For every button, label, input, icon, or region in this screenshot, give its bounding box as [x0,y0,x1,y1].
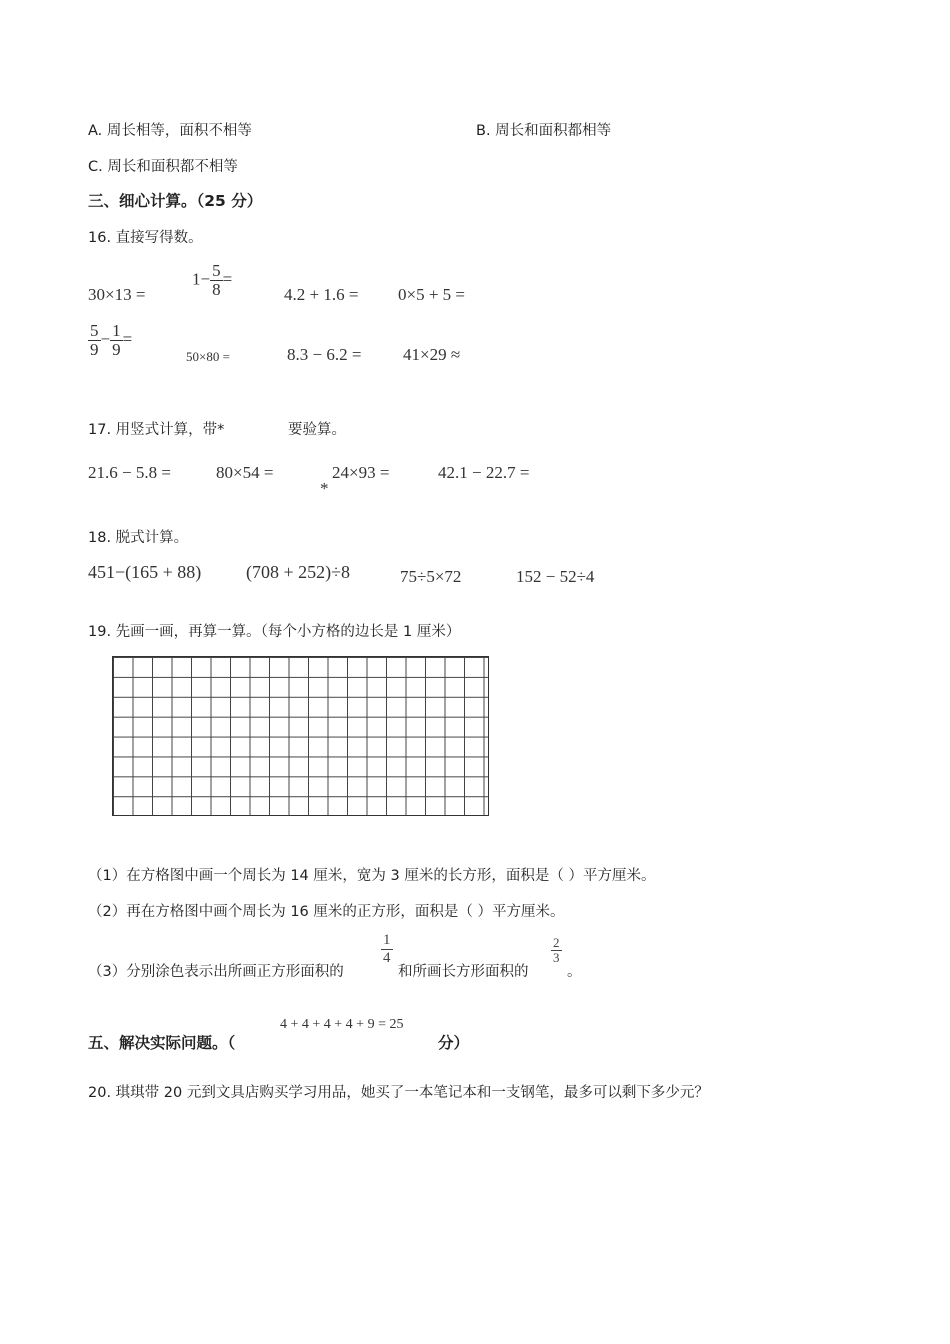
q18-expr-1: 451−(165 + 88) [88,562,202,582]
q17-expr-3: 24×93 = [332,463,390,482]
q16-expr-4: 0×5 + 5 = [398,285,466,304]
q19-fraction-two-thirds: 2 3 [553,935,560,966]
section-5-score-formula: 4 + 4 + 4 + 4 + 9 = 25 [280,1017,404,1032]
section-5-heading: 五、解决实际问题。（ [88,1034,236,1052]
q17-title: 17. 用竖式计算，带* [88,422,225,438]
option-a: A. 周长相等，面积不相等 [88,123,252,139]
q16-expr-2: 1− $\frac{5}{8}$ = [192,261,233,299]
q16-expr-5: $\frac{5}{9}$ − $\frac{1}{9}$ = [90,321,133,359]
q17-expr-2: 80×54 = [216,463,274,482]
q16-expr-1: 30×13 = [88,285,146,304]
section-5-heading-tail: 分） [438,1034,470,1052]
q16-expr-3: 4.2 + 1.6 = [284,285,359,304]
option-c: C. 周长和面积都不相等 [88,159,238,175]
q18-title: 18. 脱式计算。 [88,530,189,546]
q16-title: 16. 直接写得数。 [88,230,203,246]
q19-part-2: （2）再在方格图中画个周长为 16 厘米的正方形，面积是（ ）平方厘米。 [88,904,565,920]
q18-expr-3: 75÷5×72 [400,567,462,586]
option-b: B. 周长和面积都相等 [476,123,612,139]
q16-expr-8: 41×29 ≈ [403,345,461,364]
q19-title: 19. 先画一画，再算一算。（每个小方格的边长是 1 厘米） [88,624,461,640]
q17-title-tail: 要验算。 [288,422,346,438]
q17-expr-4: 42.1 − 22.7 = [438,463,530,482]
q19-part-3-b: 和所画长方形面积的 [398,964,529,980]
q18-expr-2: (708 + 252)÷8 [246,562,351,582]
q20-question: 20. 琪琪带 20 元到文具店购买学习用品，她买了一本笔记本和一支钢笔，最多可以剩下多少元？ [88,1085,709,1101]
q19-part-3-c: 。 [567,964,582,980]
q19-part-3-a: （3）分别涂色表示出所画正方形面积的 [88,964,344,980]
q18-expr-4: 152 − 52÷4 [516,567,595,586]
square-grid[interactable] [112,656,489,816]
q16-expr-6: 50×80 = [186,349,230,364]
q16-expr-7: 8.3 − 6.2 = [287,345,362,364]
section-3-heading: 三、细心计算。（25 分） [88,192,263,210]
q17-expr-1: 21.6 − 5.8 = [88,463,171,482]
q19-fraction-one-quarter: 1 4 [383,932,391,966]
q19-part-1: （1）在方格图中画一个周长为 14 厘米，宽为 3 厘米的长方形，面积是（ ）平方厘米。 [88,868,656,884]
q17-star-mark: * [320,479,329,498]
